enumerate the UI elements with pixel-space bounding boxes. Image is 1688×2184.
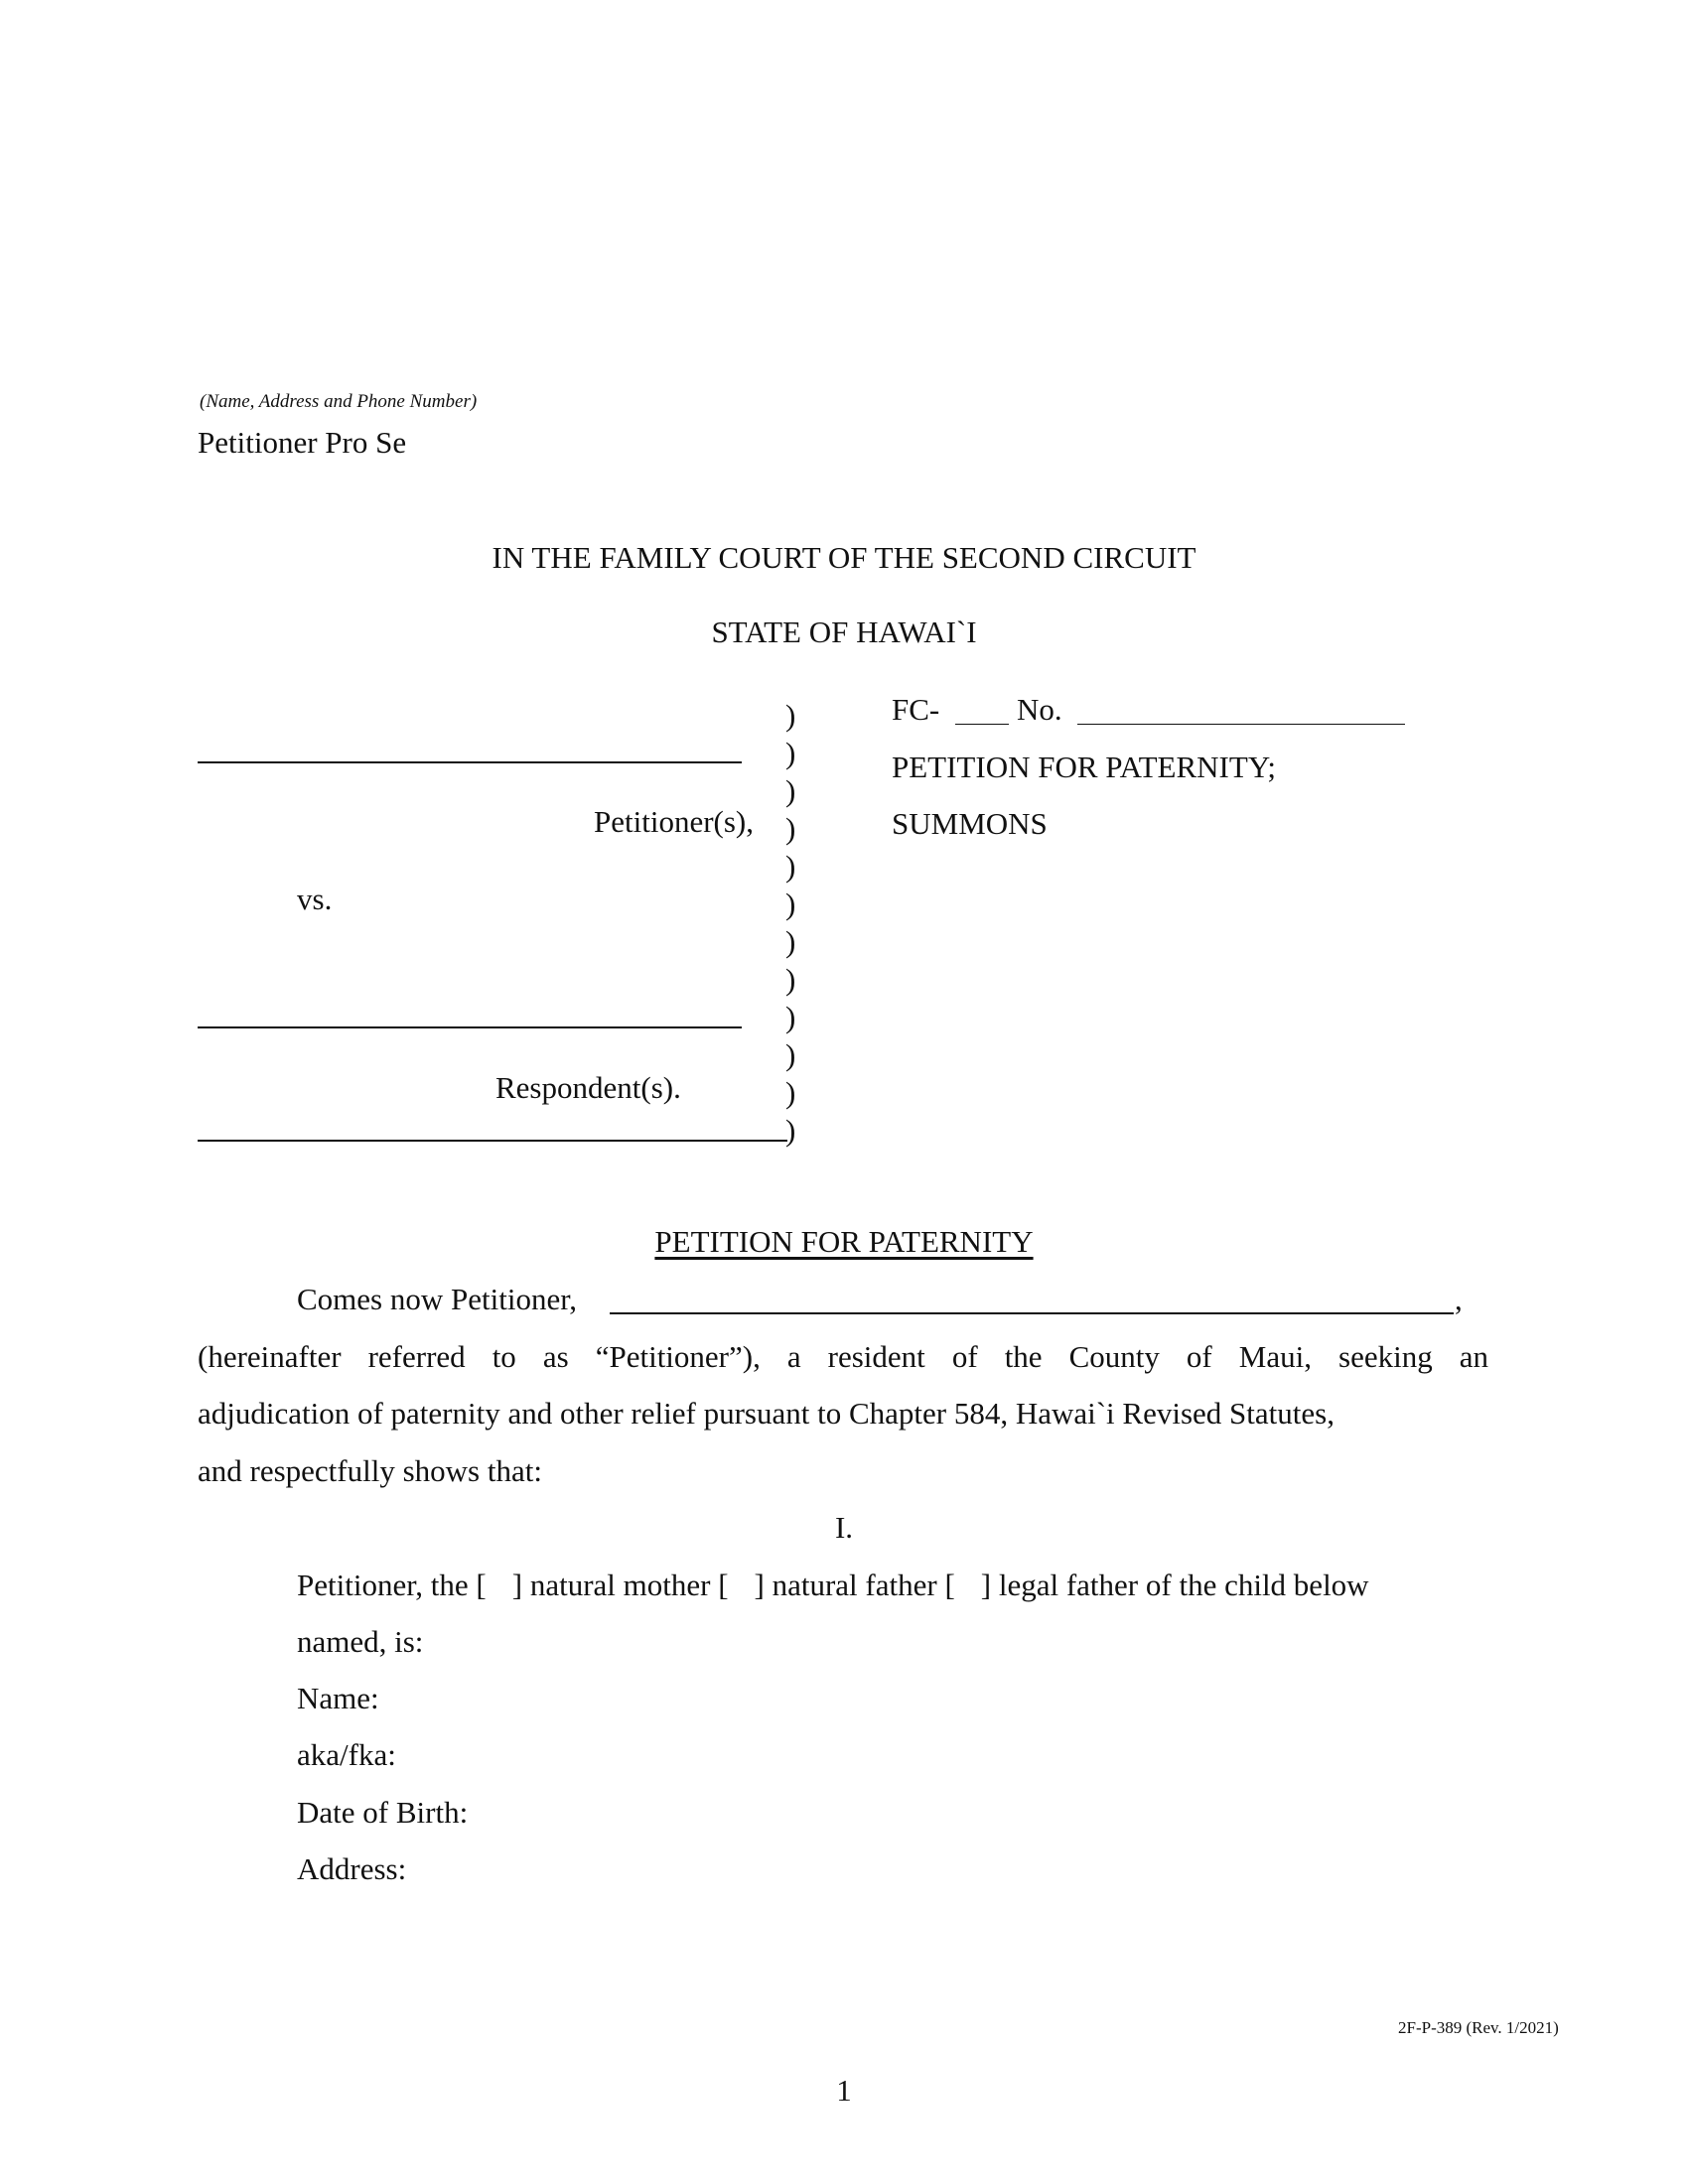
paragraph-line-3: and respectfully shows that:	[198, 1453, 542, 1488]
petitioner-label: Petitioner(s),	[594, 804, 754, 839]
caption-paren: )	[785, 887, 796, 921]
named-is-text: named, is:	[297, 1624, 424, 1659]
caption-paren: )	[785, 1113, 796, 1148]
paragraph-line-2: adjudication of paternity and other relief pursuant to Chapter 584, Hawai`i Revised Statutes,	[198, 1396, 1335, 1431]
petitioner-pro-se: Petitioner Pro Se	[198, 425, 407, 460]
caption-bottom-line	[198, 1140, 787, 1142]
vs-label: vs.	[297, 882, 333, 916]
caption-paren: )	[785, 924, 796, 959]
section-number: I.	[834, 1510, 854, 1545]
caption-paren: )	[785, 1000, 796, 1034]
case-type-blank[interactable]	[955, 724, 1009, 725]
natural-father-text: ] natural father [	[754, 1568, 955, 1602]
caption-paren: )	[785, 698, 796, 733]
respondent-label: Respondent(s).	[495, 1070, 681, 1105]
caption-paren: )	[785, 849, 796, 884]
respondent-name-line[interactable]	[198, 1026, 742, 1028]
case-number-blank[interactable]	[1077, 724, 1405, 725]
petitioner-name-line[interactable]	[198, 761, 742, 763]
paragraph-line-1: (hereinafter referred to as “Petitioner”), a resident of the County of Maui, seeking an	[198, 1339, 1488, 1374]
comes-now-label: Comes now Petitioner,	[297, 1282, 578, 1316]
legal-father-text: ] legal father of the child below	[980, 1568, 1369, 1602]
petition-heading	[0, 1224, 1688, 1260]
petitioner-the-text: Petitioner, the [	[297, 1568, 487, 1602]
petitioner-relationship-line	[297, 1568, 1369, 1603]
caption-paren: )	[785, 736, 796, 770]
caption-paren: )	[785, 1075, 796, 1110]
field-aka-label: aka/fka:	[297, 1737, 396, 1772]
case-no-label: No.	[1017, 692, 1062, 727]
caption-paren: )	[785, 811, 796, 846]
caption-paren: )	[785, 1037, 796, 1072]
caption-paren: )	[785, 773, 796, 808]
name-address-hint: (Name, Address and Phone Number)	[200, 391, 478, 412]
field-address-label: Address:	[297, 1851, 407, 1886]
petition-heading-text: PETITION FOR PATERNITY	[654, 1224, 1034, 1259]
comes-now-comma: ,	[1455, 1282, 1463, 1316]
form-id: 2F-P-389 (Rev. 1/2021)	[1398, 2018, 1559, 2037]
petitioner-full-name-line[interactable]	[610, 1312, 1454, 1314]
caption-paren: )	[785, 962, 796, 997]
field-dob-label: Date of Birth:	[297, 1795, 469, 1830]
court-state: STATE OF HAWAI`I	[711, 614, 977, 649]
page-number: 1	[836, 2073, 852, 2108]
case-prefix: FC-	[892, 692, 940, 727]
doc-title-line2: SUMMONS	[892, 806, 1048, 841]
natural-mother-text: ] natural mother [	[511, 1568, 729, 1602]
court-name: IN THE FAMILY COURT OF THE SECOND CIRCUIT	[492, 540, 1196, 575]
doc-title-line1: PETITION FOR PATERNITY;	[892, 750, 1276, 784]
field-name-label: Name:	[297, 1681, 379, 1715]
